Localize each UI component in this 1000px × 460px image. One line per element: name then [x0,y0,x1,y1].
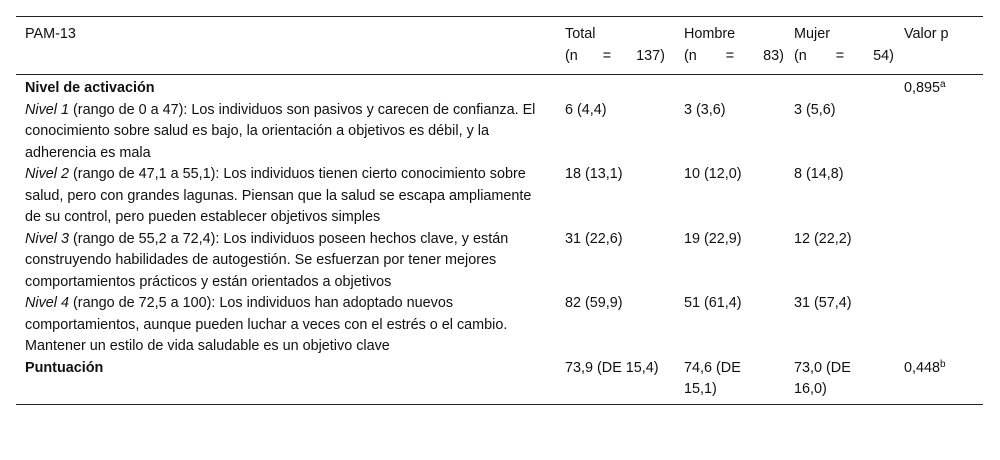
cell-pvalue [895,229,983,294]
cell-mujer: 31 (57,4) [794,295,852,311]
n-value: 54) [873,47,894,64]
score-row [16,358,983,405]
section-title: Nivel de activación [25,80,155,96]
cell-total: 31 (22,6) [565,230,623,247]
table-body [16,75,983,405]
pvalue-number: 0,448 [904,359,941,376]
cell-hombre: 10 (12,0) [684,166,742,182]
empty-cell [785,75,895,100]
empty-cell [556,75,675,100]
n-value: 83) [763,47,784,64]
cell-pvalue [895,100,983,165]
cell-total: 82 (59,9) [565,295,623,311]
score-mujer: 73,0 (DE 16,0) [794,359,851,397]
level-description [16,229,556,294]
section-pvalue [895,75,983,100]
n-equals: = [725,47,735,64]
cell-mujer: 3 (5,6) [794,101,836,118]
score-pvalue [895,358,983,405]
table-row [16,229,983,294]
n-prefix: (n [684,47,697,64]
table-header [16,17,983,75]
level-name: Nivel 4 [25,295,69,311]
pvalue-footnote: a [940,79,946,90]
empty-cell [675,75,785,100]
pvalue-footnote: b [940,358,946,370]
n-prefix: (n [794,47,807,64]
header-total-n [565,46,665,68]
level-name: Nivel 1 [25,101,69,118]
score-total: 73,9 (DE 15,4) [565,359,659,376]
header-pvalue: Valor p [904,26,949,42]
cell-pvalue [895,293,983,358]
n-prefix: (n [565,47,578,64]
header-pam13: PAM-13 [25,26,76,42]
level-desc: (rango de 72,5 a 100): Los individuos han adoptado nuevos comportamientos, aunque pueden luchar a veces con el estrés o el cambio. Mantener un estilo de vida saludable es un objetivo clave [25,295,508,354]
cell-mujer: 12 (22,2) [794,230,852,247]
level-desc: (rango de 0 a 47): Los individuos son pasivos y carecen de confianza. El conocimiento sobre salud es bajo, la orientación a objetivos es débil, y la adherencia es mala [25,101,536,161]
section-row [16,75,983,100]
header-hombre-label: Hombre [684,26,736,42]
score-hombre: 74,6 (DE 15,1) [684,359,741,397]
cell-total: 18 (13,1) [565,166,623,182]
pam13-table [16,16,983,405]
n-equals: = [835,47,845,64]
n-value: 137) [636,47,665,64]
table-row [16,293,983,358]
header-mujer-label: Mujer [794,26,830,42]
level-desc: (rango de 55,2 a 72,4): Los individuos poseen hechos clave, y están construyendo habilidades de autogestión. Se esfuerzan por tener mejores comportamientos prácticos y están orientados a objetivos [25,230,509,290]
table-row [16,100,983,165]
pvalue-number: 0,895 [904,80,941,96]
pam13-table-container [16,16,983,405]
level-description [16,100,556,165]
level-name: Nivel 2 [25,166,69,182]
level-description [16,293,556,358]
header-row [16,17,983,75]
level-description [16,164,556,229]
header-total [556,17,675,75]
header-total-label: Total [565,26,596,42]
score-label: Puntuación [25,359,104,376]
cell-hombre: 19 (22,9) [684,230,742,247]
level-name: Nivel 3 [25,230,69,247]
level-desc: (rango de 47,1 a 55,1): Los individuos tienen cierto conocimiento sobre salud, pero con grandes lagunas. Piensan que la salud se escapa ampliamente de su control, pero pueden establecer objetivos simples [25,166,532,225]
cell-total: 6 (4,4) [565,101,607,118]
header-hombre-n [684,46,784,68]
n-equals: = [602,47,612,64]
cell-hombre: 3 (3,6) [684,101,726,118]
cell-pvalue [895,164,983,229]
table-row [16,164,983,229]
header-hombre [675,17,785,75]
header-mujer-n [794,46,894,68]
cell-mujer: 8 (14,8) [794,166,844,182]
cell-hombre: 51 (61,4) [684,295,742,311]
header-mujer [785,17,895,75]
